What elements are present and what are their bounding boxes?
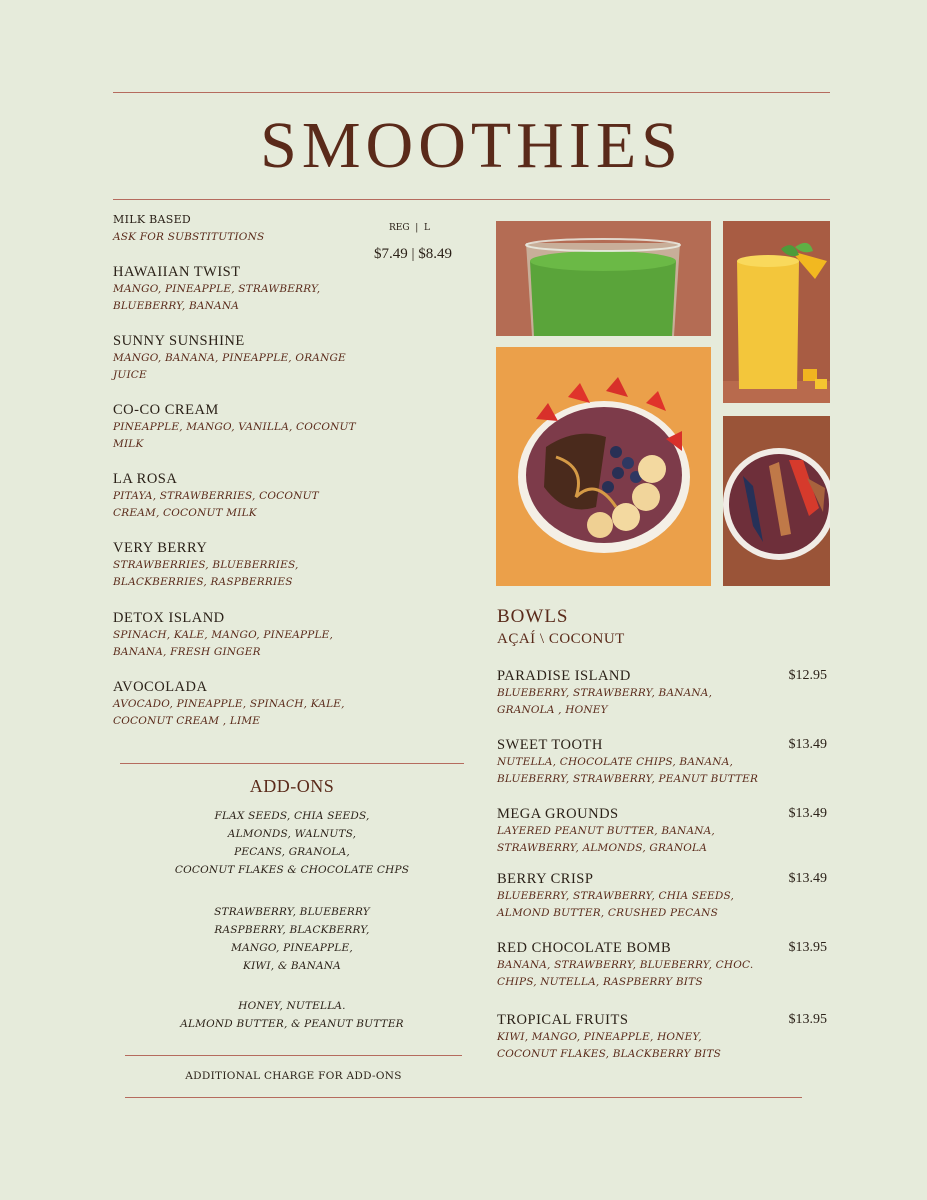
smoothies-base-note: ASK FOR SUBSTITUTIONS: [113, 231, 265, 243]
bowl-desc: NUTELLA, CHOCOLATE CHIPS, BANANA, BLUEBERRY, STRAWBERRY, PEANUT BUTTER: [497, 756, 759, 785]
addons-note: ADDITIONAL CHARGE FOR ADD-ONS: [185, 1070, 402, 1082]
addon-line: ALMONDS, WALNUTS,: [227, 828, 357, 840]
bowl-item: [497, 871, 827, 922]
smoothie-name: LA ROSA: [113, 471, 178, 487]
smoothie-desc: MANGO, PINEAPPLE, STRAWBERRY, BLUEBERRY, BANANA: [113, 283, 321, 312]
bowls-title: BOWLS: [497, 606, 569, 627]
bowl-price: $13.95: [788, 940, 827, 955]
smoothie-item: [113, 333, 363, 384]
bowls-subtitle: AÇAÍ \ COCONUT: [497, 631, 625, 647]
smoothie-desc: AVOCADO, PINEAPPLE, SPINACH, KALE, COCONUT CREAM , LIME: [113, 698, 345, 727]
bowl-name: TROPICAL FRUITS: [497, 1012, 629, 1028]
smoothie-desc: MANGO, BANANA, PINEAPPLE, ORANGE JUICE: [113, 352, 346, 381]
addon-line: STRAWBERRY, BLUEBERRY: [214, 906, 370, 918]
smoothie-name: DETOX ISLAND: [113, 610, 225, 626]
acai-bowl-illustration: [496, 347, 711, 586]
bowl-price: $12.95: [788, 668, 827, 683]
smoothie-item: [113, 610, 363, 661]
bowl-name: MEGA GROUNDS: [497, 806, 619, 822]
bowl-item: [497, 940, 827, 991]
bowl-desc: BLUEBERRY, STRAWBERRY, CHIA SEEDS, ALMOND BUTTER, CRUSHED PECANS: [497, 890, 735, 919]
footer-rule: [125, 1097, 802, 1098]
bowl-price: $13.49: [788, 871, 827, 886]
smoothie-price: $7.49 | $8.49: [374, 246, 453, 262]
bowl-name: BERRY CRISP: [497, 871, 594, 887]
berry-bowl-illustration: [723, 416, 830, 586]
addons-group-fruit: [120, 903, 464, 975]
smoothie-desc: STRAWBERRIES, BLUEBERRIES, BLACKBERRIES, RASPBERRIES: [113, 559, 299, 588]
smoothie-name: CO-CO CREAM: [113, 402, 219, 418]
addons-group-seeds: [120, 807, 464, 879]
bowl-item: [497, 806, 827, 857]
bowl-name: RED CHOCOLATE BOMB: [497, 940, 672, 956]
smoothie-name: HAWAIIAN TWIST: [113, 264, 241, 280]
size-header: REG | L: [389, 223, 430, 233]
bowl-desc: LAYERED PEANUT BUTTER, BANANA, STRAWBERRY, ALMONDS, GRANOLA: [497, 825, 715, 854]
bowl-desc: BLUEBERRY, STRAWBERRY, BANANA, GRANOLA , HONEY: [497, 687, 713, 716]
bowl-price: $13.49: [788, 806, 827, 821]
bowl-item: [497, 737, 827, 788]
mango-smoothie-photo: [723, 221, 830, 403]
smoothie-item: [113, 402, 363, 453]
smoothie-desc: PITAYA, STRAWBERRIES, COCONUT CREAM, COCONUT MILK: [113, 490, 319, 519]
addons-top-rule: [120, 763, 464, 764]
smoothie-item: [113, 264, 363, 315]
addons-title: ADD-ONS: [249, 776, 335, 796]
bowl-price: $13.49: [788, 737, 827, 752]
bowl-name: SWEET TOOTH: [497, 737, 603, 753]
bowl-desc: BANANA, STRAWBERRY, BLUEBERRY, CHOC. CHIPS, NUTELLA, RASPBERRY BITS: [497, 959, 754, 988]
smoothie-desc: PINEAPPLE, MANGO, VANILLA, COCONUT MILK: [113, 421, 356, 450]
acai-bowl-photo-small: [723, 416, 830, 586]
acai-bowl-photo-large: [496, 347, 711, 586]
green-smoothie-illustration: [496, 221, 711, 336]
smoothie-desc: SPINACH, KALE, MANGO, PINEAPPLE, BANANA, FRESH GINGER: [113, 629, 334, 658]
page-title: SMOOTHIES: [260, 109, 683, 182]
green-smoothie-photo: [496, 221, 711, 336]
bowl-item: [497, 1012, 827, 1063]
bowl-price: $13.95: [788, 1012, 827, 1027]
smoothie-name: VERY BERRY: [113, 540, 208, 556]
addon-line: FLAX SEEDS, CHIA SEEDS,: [214, 810, 370, 822]
addon-line: ALMOND BUTTER, & PEANUT BUTTER: [180, 1018, 404, 1030]
addons-group-spreads: [120, 997, 464, 1033]
addon-line: HONEY, NUTELLA.: [238, 1000, 346, 1012]
addon-line: RASPBERRY, BLACKBERRY,: [214, 924, 370, 936]
addon-line: KIWI, & BANANA: [243, 960, 341, 972]
smoothie-item: [113, 540, 363, 591]
smoothie-item: [113, 471, 363, 522]
smoothie-item: [113, 679, 363, 730]
smoothie-name: AVOCOLADA: [113, 679, 208, 695]
addon-line: MANGO, PINEAPPLE,: [231, 942, 353, 954]
addon-line: COCONUT FLAKES & CHOCOLATE CHPS: [174, 864, 410, 876]
bowl-desc: KIWI, MANGO, PINEAPPLE, HONEY, COCONUT FLAKES, BLACKBERRY BITS: [497, 1031, 722, 1060]
bowl-name: PARADISE ISLAND: [497, 668, 631, 684]
top-rule: [113, 92, 830, 93]
bowl-item: [497, 668, 827, 719]
mango-smoothie-illustration: [723, 221, 830, 403]
smoothies-base-label: MILK BASED: [113, 213, 192, 226]
addons-bottom-rule: [125, 1055, 462, 1056]
title-bottom-rule: [113, 199, 830, 200]
smoothie-name: SUNNY SUNSHINE: [113, 333, 245, 349]
addon-line: PECANS, GRANOLA,: [234, 846, 350, 858]
